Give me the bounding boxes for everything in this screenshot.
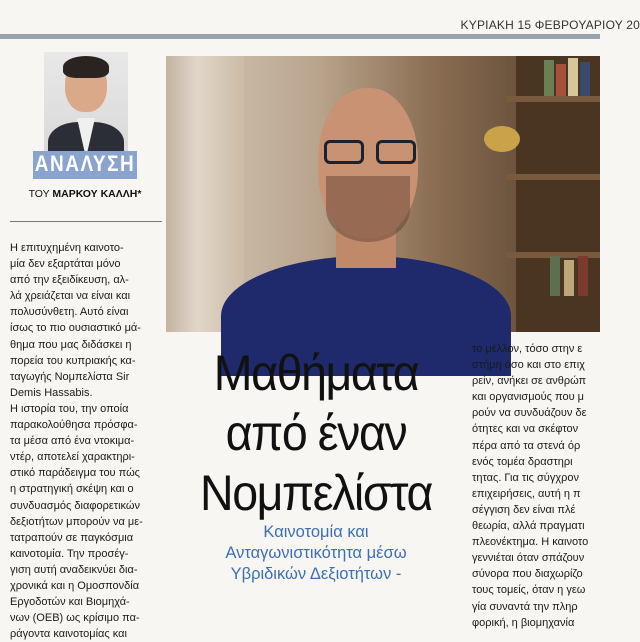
- body-text-line: γεννιέται όταν σπάζουν: [472, 552, 585, 565]
- body-text-line: παρακολούθησα πρόσφα-: [10, 419, 138, 432]
- article-body-right: [472, 341, 600, 631]
- body-text-line: το μέλλον, τόσο στην ε: [472, 343, 583, 355]
- body-text-line: δεξιοτήτων μπορούν να με-: [10, 515, 143, 528]
- body-text-line: γιση αυτή αναδεικνύει δια-: [10, 563, 138, 576]
- body-text-line: φορική, η βιομηχανία: [472, 616, 575, 629]
- body-text-line: μία δεν εξαρτάται μόνο: [10, 258, 121, 271]
- body-text-line: γία συναντά την πληρ: [472, 600, 578, 613]
- body-text-line: ενός τομέα δραστηρι: [472, 455, 573, 468]
- body-text-line: σέγγιση δεν είναι πλέ: [472, 503, 576, 516]
- body-text-line: συνδυασμός διαφορετικών: [10, 499, 140, 512]
- section-badge: [33, 151, 137, 179]
- body-text-line: πλεονέκτημα. Η καινοτο: [472, 536, 589, 549]
- subhead-line: Καινοτομία και: [263, 523, 369, 541]
- body-text-line: σύνορα που διαχωρίζο: [472, 568, 583, 581]
- body-text-line: θεωρία, αλλά πραγματι: [472, 520, 585, 533]
- body-text-line: καινοτομία. Την προσέγ-: [10, 547, 129, 560]
- author-portrait: [44, 52, 128, 162]
- body-text-line: Η ιστορία του, την οποία: [10, 402, 129, 415]
- body-text-line: τητας. Για τις σύγχρον: [472, 471, 579, 484]
- body-text-line: επιχειρήσεις, αυτή η π: [472, 487, 581, 500]
- header-rule: [0, 34, 600, 39]
- body-text-line: πέρα από τα στενά όρ: [472, 439, 581, 452]
- body-text-line: χρονικά και η Ομοσπονδία: [10, 579, 140, 592]
- shelf-book: [564, 260, 574, 296]
- body-text-line: Εργοδοτών και Βιομηχά-: [10, 596, 130, 609]
- body-text-line: τατραπούν σε παγκόσμια: [10, 531, 134, 544]
- body-text-line: στήμη όσο και στο επιχ: [472, 359, 585, 372]
- body-text-line: θημα που μας διδάσκει η: [10, 338, 132, 351]
- body-text-line: ρείν, ανήκει σε ανθρώπ: [472, 375, 587, 388]
- body-text-line: ότητες και να σκέφτον: [472, 423, 579, 436]
- photo-beard: [326, 176, 410, 242]
- headline-line: Μαθήματα: [213, 345, 419, 401]
- body-text-line: και οργανισμούς που μ: [472, 391, 584, 404]
- body-text-line: ταγωγής Νομπελίστα Sir: [10, 370, 130, 383]
- shelf-book: [544, 60, 554, 96]
- body-text-line: ρούν να συνδυάζουν δε: [472, 407, 587, 420]
- photo-glasses: [324, 140, 416, 166]
- byline-rule: [10, 221, 162, 222]
- shelf-book: [550, 256, 560, 296]
- body-text-line: νων (ΟΕΒ) ως κρίσιμο πα-: [10, 612, 140, 625]
- body-text-line: ράγοντα καινοτομίας και: [10, 628, 127, 641]
- photo-bowl: [484, 126, 520, 152]
- subhead-line: Ανταγωνιστικότητα μέσω: [225, 544, 407, 562]
- byline-prefix: ΤΟΥ: [28, 188, 50, 200]
- shelf-board: [506, 96, 600, 102]
- body-text-line: ίσως το πιο ουσιαστικό μά-: [10, 322, 141, 335]
- body-text-line: τους τομείς, όταν η γεω: [472, 584, 586, 597]
- body-text-line: πολυσύνθετη. Αυτό είναι: [10, 306, 129, 319]
- body-text-line: πορεία του κυπριακής κα-: [10, 354, 136, 367]
- byline: [10, 188, 160, 200]
- article-body-left: [10, 240, 160, 642]
- headline-line: Νομπελίστα: [200, 465, 432, 521]
- body-text-line: Η επιτυχημένη καινοτο-: [10, 242, 124, 254]
- body-text-line: Demis Hassabis.: [10, 386, 93, 399]
- photo-curtain: [166, 56, 244, 332]
- body-text-line: από την εξειδίκευση, αλ-: [10, 274, 129, 287]
- shelf-board: [506, 174, 600, 180]
- body-text-line: στικό παράδειγμα του πώς: [10, 467, 140, 480]
- headline-line: από έναν: [225, 405, 407, 461]
- author-box: [10, 45, 160, 205]
- shelf-book: [568, 58, 578, 96]
- body-text-line: η στρατηγική σκέψη και ο: [10, 483, 134, 496]
- page-header: [0, 0, 640, 34]
- article-headline: [177, 343, 456, 523]
- body-text-line: ντέρ, αποτελεί χαρακτηρι-: [10, 451, 135, 464]
- body-text-line: τα μέσα από ένα ντοκιμα-: [10, 435, 135, 448]
- section-badge-label: ΑΝΑΛΥΣΗ: [34, 152, 136, 177]
- article-subhead: [166, 522, 466, 585]
- shelf-book: [580, 62, 590, 96]
- portrait-hair: [63, 56, 109, 78]
- author-name: ΜΑΡΚΟΥ ΚΑΛΛΗ*: [52, 188, 142, 200]
- feature-photo: [166, 56, 600, 332]
- subhead-line: Υβριδικών Δεξιοτήτων -: [230, 565, 402, 583]
- shelf-book: [556, 64, 566, 96]
- body-text-line: λά χρειάζεται να είναι και: [10, 290, 131, 303]
- dateline: ΚΥΡΙΑΚΗ 15 ΦΕΒΡΟΥΑΡΙΟΥ 20: [460, 18, 640, 32]
- shelf-book: [578, 256, 588, 296]
